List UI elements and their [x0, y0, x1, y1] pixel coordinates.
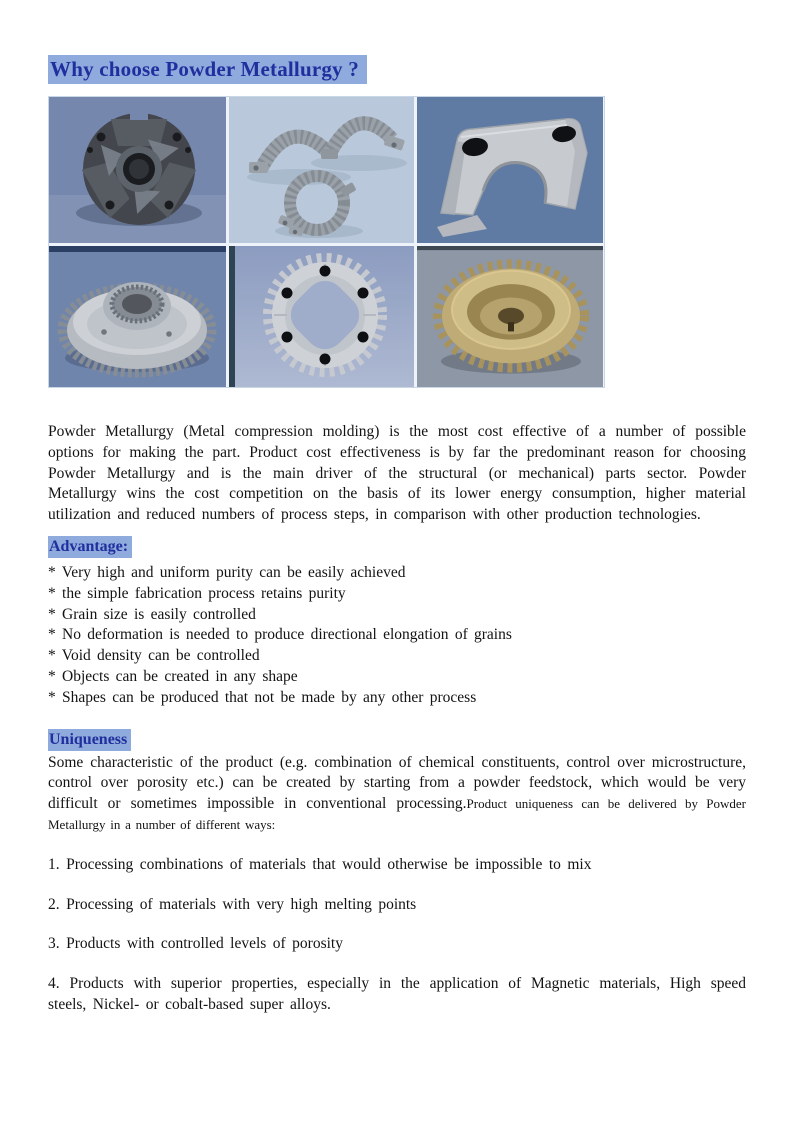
advantage-heading: Advantage: — [48, 536, 132, 558]
photo-cell-machined-bracket — [417, 97, 603, 243]
serrated-clamps-image — [229, 97, 414, 243]
advantage-item: * No deformation is needed to produce directional elongation of grains — [48, 626, 512, 644]
machined-bracket-image — [417, 97, 603, 243]
numbered-item: 4. Products with superior properties, especially in the application of Magnetic materials, High speed steels, Nickel- or cobalt-based super alloys. — [48, 975, 746, 1013]
numbered-item: 3. Products with controlled levels of porosity — [48, 935, 343, 953]
numbered-item: 2. Processing of materials with very high melting points — [48, 895, 417, 913]
splined-hub-image — [49, 246, 226, 387]
photo-cell-sprocket-ring — [229, 246, 414, 387]
clutch-hub-image — [49, 97, 226, 243]
photo-cell-brass-sprocket — [417, 246, 603, 387]
numbered-item: 1. Processing combinations of materials that would otherwise be impossible to mix — [48, 855, 592, 873]
advantage-item: * the simple fabrication process retains purity — [48, 584, 346, 602]
photo-cell-serrated-clamps — [229, 97, 414, 243]
intro-paragraph: Powder Metallurgy (Metal compression molding) is the most cost effective of a number of possible options for making the part. Product cost effectiveness is by far the predominant reason for choosing Powder Metallurgy and is the main driver of the structural (or mechanical) parts sector. Powder Metallurgy wins the cost competition on the basis of its lower energy consumption, higher material utilization and reduced numbers of process steps, in comparison with other production technologies. — [48, 423, 746, 524]
uniqueness-numbered-list — [48, 855, 746, 1016]
page-title: Why choose Powder Metallurgy ? — [48, 55, 367, 84]
photo-cell-clutch-hub — [49, 97, 226, 243]
advantage-item: * Shapes can be produced that not be made by any other process — [48, 688, 477, 706]
advantage-item: * Grain size is easily controlled — [48, 605, 256, 623]
advantage-item: * Void density can be controlled — [48, 647, 260, 665]
uniqueness-text-main: Some characteristic of the product (e.g. combination of chemical constituents, control over microstructure, control over porosity etc.) can be created by starting from a powder feedstock, which would be very difficult or sometimes impossible in conventional processing. — [48, 753, 746, 813]
uniqueness-paragraph — [48, 753, 746, 836]
photo-cell-splined-hub — [49, 246, 226, 387]
brass-sprocket-image — [417, 246, 603, 387]
parts-photo-figure — [48, 96, 605, 388]
sprocket-ring-image — [229, 246, 414, 387]
advantage-item: * Very high and uniform purity can be easily achieved — [48, 563, 406, 581]
uniqueness-heading: Uniqueness — [48, 729, 131, 751]
advantage-item: * Objects can be created in any shape — [48, 667, 298, 685]
parts-photo-grid — [49, 97, 604, 387]
uniqueness-text-small: Product uniqueness can be delivered by Powder Metallurgy in a number of different ways: — [48, 796, 746, 832]
advantage-list — [48, 563, 746, 709]
